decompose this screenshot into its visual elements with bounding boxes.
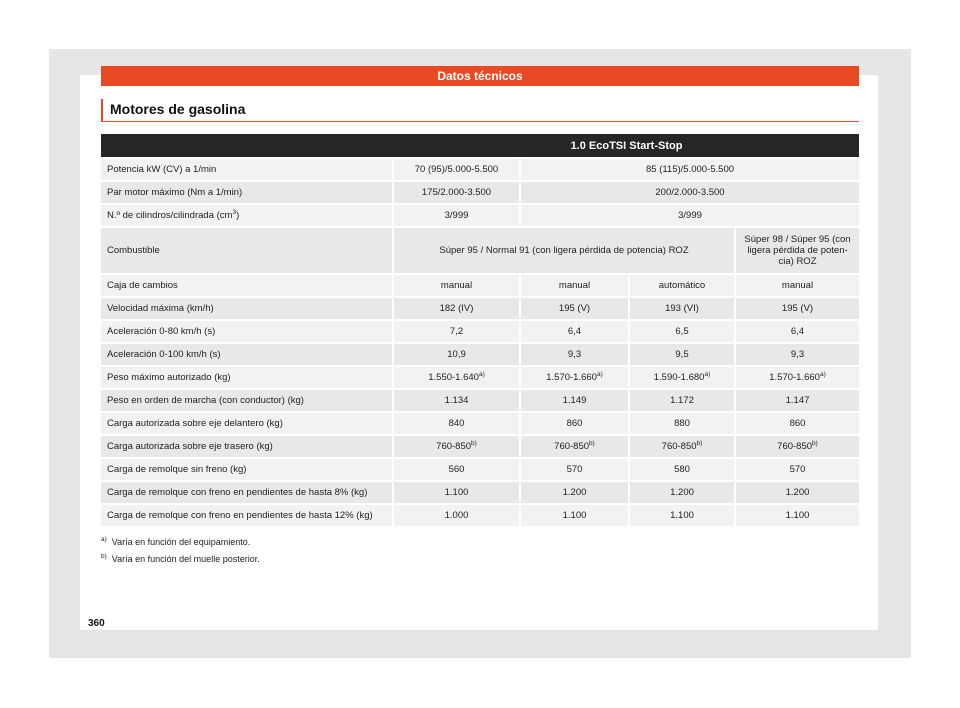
table-row [101,205,859,226]
footnote-ref: b) [589,439,595,447]
row-label: Carga de remolque sin freno (kg) [101,459,394,480]
superscript: 3 [232,208,237,216]
footnote-mark: b) [101,553,107,560]
row-label: Velocidad máxima (km/h) [101,298,394,319]
table-cell: 1.000 [394,505,521,526]
cell-value: 1.550-1.640 [428,372,479,383]
footnote-ref: b) [471,439,477,447]
table-cell: 195 (V) [521,298,630,319]
table-cell: 1.100 [394,482,521,503]
table-row [101,298,859,319]
table-cell [736,436,859,457]
table-cell: 200/2.000-3.500 [521,182,859,203]
table-cell: Súper 98 / Súper 95 (con ligera pérdida de poten-cia) ROZ [736,228,859,273]
table-cell: 570 [736,459,859,480]
footnote-text: Varía en función del muelle posterior. [111,554,260,564]
row-label-text-end: ) [236,210,240,221]
table-row [101,413,859,434]
table-cell: 182 (IV) [394,298,521,319]
table-cell: 193 (VI) [630,298,736,319]
table-cell: 85 (115)/5.000-5.500 [521,159,859,180]
table-cell: manual [736,275,859,296]
section-title: Motores de gasolina [101,99,245,121]
table-row [101,482,859,503]
footnote-mark: a) [101,536,107,543]
table-cell: Súper 95 / Normal 91 (con ligera pérdida de potencia) ROZ [394,228,736,273]
cell-value: 760-850 [436,441,472,452]
table-cell: 1.134 [394,390,521,411]
table-cell: 1.100 [521,505,630,526]
row-label: Par motor máximo (Nm a 1/min) [101,182,394,203]
row-label-text: N.º de cilindros/cilindrada (cm [107,210,233,221]
row-label [101,205,394,226]
table-cell [521,436,630,457]
cell-value: 760-850 [554,441,590,452]
table-cell: 9,3 [521,344,630,365]
page-number: 360 [88,618,105,629]
table-cell: 580 [630,459,736,480]
table-cell: 3/999 [394,205,521,226]
table-cell: 1.149 [521,390,630,411]
table-row [101,505,859,526]
table-cell: 1.172 [630,390,736,411]
row-label: Peso en orden de marcha (con conductor) (kg) [101,390,394,411]
footnote-ref: a) [478,370,485,378]
table-row [101,159,859,180]
table-cell: 570 [521,459,630,480]
table-row [101,275,859,296]
row-label: Carga de remolque con freno en pendientes de hasta 12% (kg) [101,505,394,526]
table-cell: 70 (95)/5.000-5.500 [394,159,521,180]
table-cell: 7,2 [394,321,521,342]
cell-value: 1.590-1.680 [653,372,705,383]
table-cell: 1.100 [630,505,736,526]
table-cell: 195 (V) [736,298,859,319]
cell-value: 1.570-1.660 [546,372,597,383]
row-label: Peso máximo autorizado (kg) [101,367,394,388]
table-cell: 1.200 [521,482,630,503]
table-row [101,344,859,365]
footnote-ref: a) [596,370,603,378]
table-row [101,390,859,411]
cell-value: 1.570-1.660 [769,372,820,383]
footnote-ref: b) [812,439,818,447]
table-row [101,459,859,480]
table-row [101,228,859,273]
cell-value: 760-850 [661,441,697,452]
table-cell: manual [394,275,521,296]
row-label: Aceleración 0-100 km/h (s) [101,344,394,365]
table-cell: 9,5 [630,344,736,365]
table-cell: manual [521,275,630,296]
footnote-a [101,537,260,547]
table-cell: 6,4 [736,321,859,342]
technical-data-table [101,132,859,528]
table-cell: automático [630,275,736,296]
footnotes [101,537,260,571]
table-cell: 6,5 [630,321,736,342]
table-row [101,321,859,342]
engine-header: 1.0 EcoTSI Start-Stop [394,134,859,157]
table-cell: 175/2.000-3.500 [394,182,521,203]
chapter-header: Datos técnicos [101,66,859,86]
table-cell: 880 [630,413,736,434]
table-cell: 560 [394,459,521,480]
footnote-ref: a) [819,370,826,378]
row-label: Caja de cambios [101,275,394,296]
table-cell [736,367,859,388]
table-cell: 1.200 [736,482,859,503]
table-cell [521,367,630,388]
row-label: Carga autorizada sobre eje trasero (kg) [101,436,394,457]
row-label: Carga autorizada sobre eje delantero (kg) [101,413,394,434]
table-cell: 10,9 [394,344,521,365]
footnote-text: Varía en función del equipamiento. [111,537,251,547]
table-row [101,182,859,203]
table-cell: 1.100 [736,505,859,526]
footnote-b [101,554,260,564]
footnote-ref: b) [696,439,703,447]
table-cell: 6,4 [521,321,630,342]
header-blank-cell [101,134,394,157]
footnote-ref: a) [704,370,711,378]
row-label: Potencia kW (CV) a 1/min [101,159,394,180]
table-cell: 860 [521,413,630,434]
table-cell: 860 [736,413,859,434]
cell-value: 760-850 [777,441,813,452]
table-row [101,367,859,388]
table-header-row [101,134,859,157]
table-cell [394,367,521,388]
table-cell [394,436,521,457]
table-cell [630,367,736,388]
section-divider [101,121,859,122]
row-label: Carga de remolque con freno en pendientes de hasta 8% (kg) [101,482,394,503]
table-cell: 1.147 [736,390,859,411]
table-cell: 9,3 [736,344,859,365]
table-row [101,436,859,457]
table-cell: 840 [394,413,521,434]
table-cell [630,436,736,457]
row-label: Combustible [101,228,394,273]
row-label: Aceleración 0-80 km/h (s) [101,321,394,342]
table-cell: 3/999 [521,205,859,226]
table-cell: 1.200 [630,482,736,503]
